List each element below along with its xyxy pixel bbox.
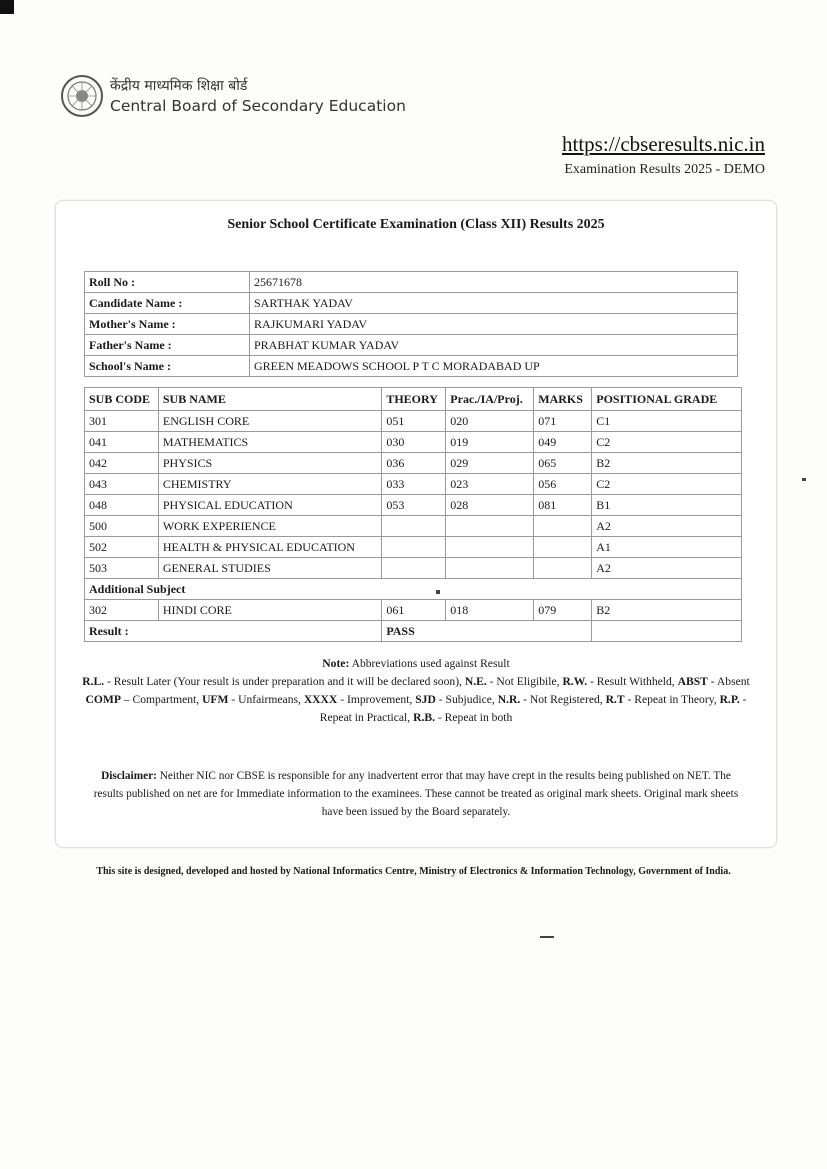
additional-subject-label: Additional Subject xyxy=(85,579,742,600)
abbreviation-meaning: - Not Eligibile, xyxy=(486,675,563,688)
marks-column-header: POSITIONAL GRADE xyxy=(592,388,742,411)
candidate-info-row xyxy=(85,314,738,335)
theory-cell: 030 xyxy=(382,432,446,453)
subject-row xyxy=(85,558,742,579)
subject-row xyxy=(85,411,742,432)
candidate-info-label: School's Name : xyxy=(85,356,250,377)
sub-name-cell: WORK EXPERIENCE xyxy=(158,516,381,537)
abbreviation-code: R.P. xyxy=(719,693,740,706)
abbreviation-meaning: - Repeat in both xyxy=(434,711,513,724)
grade-cell: B1 xyxy=(592,495,742,516)
abbreviation-meaning: - Improvement, xyxy=(337,693,416,706)
disclaimer-label: Disclaimer: xyxy=(101,770,157,782)
grade-cell: C1 xyxy=(592,411,742,432)
scan-speck xyxy=(802,478,806,481)
abbreviation-code: ABST xyxy=(677,675,708,688)
note-label: Note: xyxy=(322,657,350,670)
abbreviation-code: R.L. xyxy=(82,675,105,688)
grade-cell: A1 xyxy=(592,537,742,558)
exam-subtitle: Examination Results 2025 - DEMO xyxy=(564,162,765,177)
grade-cell: B2 xyxy=(592,600,742,621)
abbreviation-code: SJD xyxy=(415,693,436,706)
disclaimer-text: Neither NIC nor CBSE is responsible for any inadvertent error that may have crept in the results being published on NET. The results published on net are for Immediate information to the examinees. These cannot be treated as original mark sheets. Original mark sheets have been issued by the Board separately. xyxy=(93,770,739,818)
practical-cell: 019 xyxy=(446,432,534,453)
theory-cell xyxy=(382,537,446,558)
note-text: Abbreviations used against Result xyxy=(351,657,510,670)
result-empty-cell xyxy=(592,621,742,642)
marks-cell: 081 xyxy=(534,495,592,516)
result-label: Result : xyxy=(85,621,382,642)
theory-cell xyxy=(382,558,446,579)
subject-row xyxy=(85,474,742,495)
sub-code-cell: 301 xyxy=(85,411,159,432)
marks-cell xyxy=(534,516,592,537)
practical-cell: 020 xyxy=(446,411,534,432)
marks-cell: 079 xyxy=(534,600,592,621)
marks-cell: 071 xyxy=(534,411,592,432)
footer-credit: This site is designed, developed and hosted by National Informatics Centre, Ministry of Electronics & Information Technology, Government of India. xyxy=(96,866,731,877)
cbse-logo-icon xyxy=(60,74,104,118)
sub-name-cell: PHYSICAL EDUCATION xyxy=(158,495,381,516)
abbreviation-meaning: - Repeat in Theory, xyxy=(624,693,720,706)
marks-column-header: Prac./IA/Proj. xyxy=(446,388,534,411)
sub-code-cell: 043 xyxy=(85,474,159,495)
scan-speck xyxy=(436,590,440,594)
marks-table xyxy=(84,387,742,642)
subject-row xyxy=(85,600,742,621)
marks-cell: 049 xyxy=(534,432,592,453)
sub-name-cell: MATHEMATICS xyxy=(158,432,381,453)
practical-cell: 029 xyxy=(446,453,534,474)
subject-row xyxy=(85,495,742,516)
sub-name-cell: HEALTH & PHYSICAL EDUCATION xyxy=(158,537,381,558)
abbreviations-note xyxy=(78,655,754,727)
candidate-info-row xyxy=(85,335,738,356)
note-line-compartment-codes xyxy=(78,691,754,727)
abbreviation-meaning: - Subjudice, xyxy=(435,693,498,706)
candidate-info-row xyxy=(85,293,738,314)
theory-cell: 033 xyxy=(382,474,446,495)
abbreviation-code: COMP xyxy=(85,693,121,706)
candidate-info-value: 25671678 xyxy=(250,272,738,293)
grade-cell: B2 xyxy=(592,453,742,474)
marks-column-header: MARKS xyxy=(534,388,592,411)
subject-row xyxy=(85,516,742,537)
sub-code-cell: 502 xyxy=(85,537,159,558)
practical-cell: 023 xyxy=(446,474,534,495)
theory-cell: 061 xyxy=(382,600,446,621)
candidate-info-row xyxy=(85,356,738,377)
scan-speck xyxy=(540,936,554,938)
practical-cell xyxy=(446,558,534,579)
sub-code-cell: 500 xyxy=(85,516,159,537)
candidate-info-label: Father's Name : xyxy=(85,335,250,356)
grade-cell: C2 xyxy=(592,474,742,495)
candidate-info-value: GREEN MEADOWS SCHOOL P T C MORADABAD UP xyxy=(250,356,738,377)
result-row xyxy=(85,621,742,642)
candidate-info-label: Candidate Name : xyxy=(85,293,250,314)
abbreviation-code: UFM xyxy=(202,693,229,706)
marks-column-header: THEORY xyxy=(382,388,446,411)
theory-cell xyxy=(382,516,446,537)
scan-corner-mark xyxy=(0,0,14,14)
abbreviation-meaning: - Not Registered, xyxy=(520,693,606,706)
subject-row xyxy=(85,453,742,474)
sub-name-cell: HINDI CORE xyxy=(158,600,381,621)
sub-code-cell: 041 xyxy=(85,432,159,453)
sub-code-cell: 302 xyxy=(85,600,159,621)
practical-cell xyxy=(446,516,534,537)
sub-code-cell: 503 xyxy=(85,558,159,579)
sub-code-cell: 048 xyxy=(85,495,159,516)
marks-column-header: SUB NAME xyxy=(158,388,381,411)
disclaimer xyxy=(86,767,746,821)
abbreviation-code: N.R. xyxy=(497,693,521,706)
grade-cell: C2 xyxy=(592,432,742,453)
sub-name-cell: CHEMISTRY xyxy=(158,474,381,495)
candidate-info-value: RAJKUMARI YADAV xyxy=(250,314,738,335)
sub-code-cell: 042 xyxy=(85,453,159,474)
abbreviation-meaning: - Unfairmeans, xyxy=(228,693,304,706)
marks-cell: 056 xyxy=(534,474,592,495)
grade-cell: A2 xyxy=(592,558,742,579)
result-card-title: Senior School Certificate Examination (Class XII) Results 2025 xyxy=(227,217,605,232)
sub-name-cell: PHYSICS xyxy=(158,453,381,474)
abbreviation-meaning: - Result Withheld, xyxy=(587,675,678,688)
theory-cell: 053 xyxy=(382,495,446,516)
abbreviation-meaning: - Result Later (Your result is under preparation and it will be declared soon), xyxy=(104,675,465,688)
result-card xyxy=(55,200,777,848)
grade-cell: A2 xyxy=(592,516,742,537)
marks-cell: 065 xyxy=(534,453,592,474)
subject-row xyxy=(85,432,742,453)
abbreviation-code: R.W. xyxy=(562,675,588,688)
additional-subject-row xyxy=(85,579,742,600)
abbreviation-meaning: – Compartment, xyxy=(120,693,203,706)
candidate-info-label: Roll No : xyxy=(85,272,250,293)
candidate-info-table xyxy=(84,271,738,377)
abbreviation-meaning: - Absent xyxy=(707,675,750,688)
note-line-result-codes xyxy=(78,673,754,691)
marks-cell xyxy=(534,537,592,558)
sub-name-cell: ENGLISH CORE xyxy=(158,411,381,432)
marks-header-row xyxy=(85,388,742,411)
abbreviation-code: N.E. xyxy=(464,675,487,688)
practical-cell: 018 xyxy=(446,600,534,621)
candidate-info-value: SARTHAK YADAV xyxy=(250,293,738,314)
abbreviation-code: R.B. xyxy=(413,711,435,724)
practical-cell: 028 xyxy=(446,495,534,516)
candidate-info-value: PRABHAT KUMAR YADAV xyxy=(250,335,738,356)
abbreviation-meaning: - Repeat in Practical, xyxy=(319,693,747,724)
subject-row xyxy=(85,537,742,558)
theory-cell: 051 xyxy=(382,411,446,432)
abbreviation-code: XXXX xyxy=(303,693,338,706)
sub-name-cell: GENERAL STUDIES xyxy=(158,558,381,579)
candidate-info-row xyxy=(85,272,738,293)
board-name-english: Central Board of Secondary Education xyxy=(110,97,406,115)
candidate-info-label: Mother's Name : xyxy=(85,314,250,335)
result-value: PASS xyxy=(382,621,592,642)
board-name-hindi: केंद्रीय माध्यमिक शिक्षा बोर्ड xyxy=(110,78,248,94)
site-url-link[interactable]: https://cbseresults.nic.in xyxy=(562,132,765,156)
marks-column-header: SUB CODE xyxy=(85,388,159,411)
marks-cell xyxy=(534,558,592,579)
abbreviation-code: R.T xyxy=(605,693,625,706)
practical-cell xyxy=(446,537,534,558)
theory-cell: 036 xyxy=(382,453,446,474)
